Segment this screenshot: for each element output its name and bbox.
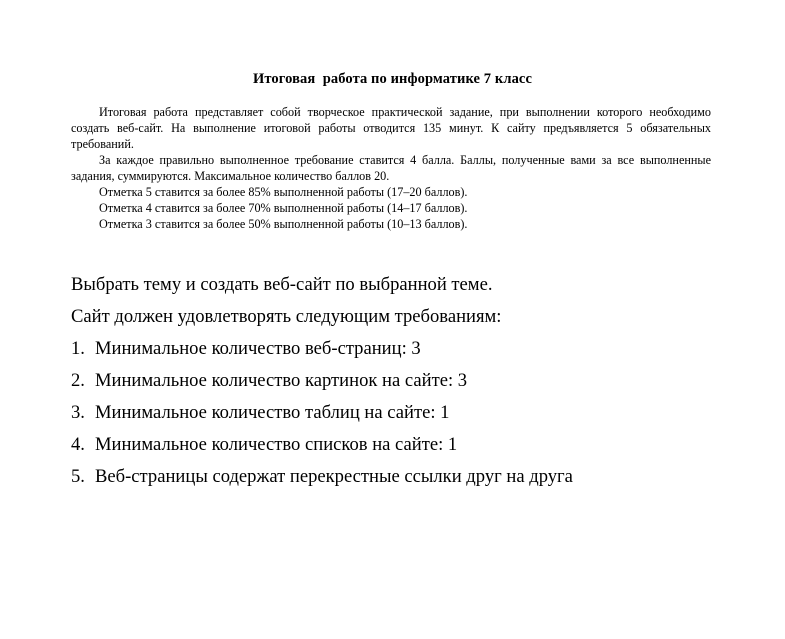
requirement-item: [71, 369, 751, 401]
requirement-item: [71, 401, 751, 433]
requirements-intro: Сайт должен удовлетворять следующим требованиям:: [71, 306, 502, 327]
intro-paragraph-scoring: За каждое правильно выполненное требование ставится 4 балла. Баллы, полученные вами за все выполненные задания, суммируются. Максимальное количество баллов 20.: [71, 153, 711, 183]
grade-line-3: Отметка 3 ставится за более 50% выполненной работы (10–13 баллов).: [99, 217, 468, 231]
requirement-text: Минимальное количество веб-страниц: 3: [95, 338, 421, 359]
document-title: Итоговая работа по информатике 7 класс: [253, 71, 532, 87]
task-instruction: Выбрать тему и создать веб-сайт по выбранной теме.: [71, 274, 493, 295]
requirement-number: 1.: [71, 338, 85, 359]
intro-paragraph-description: Итоговая работа представляет собой творческое практической задание, при выполнении которого необходимо создать веб-сайт. На выполнение итоговой работы отводится 135 минут. К сайту предъявляется 5 обязательных требований.: [71, 105, 711, 151]
grade-line-5: Отметка 5 ставится за более 85% выполненной работы (17–20 баллов).: [99, 185, 468, 199]
intro-section: [71, 104, 711, 232]
task-section: [71, 273, 751, 497]
requirement-text: Минимальное количество картинок на сайте: 3: [95, 370, 468, 391]
requirement-number: 4.: [71, 434, 85, 455]
grade-line-4: Отметка 4 ставится за более 70% выполненной работы (14–17 баллов).: [99, 201, 468, 215]
requirement-text: Минимальное количество списков на сайте: 1: [95, 434, 458, 455]
requirement-text: Минимальное количество таблиц на сайте: 1: [95, 402, 450, 423]
requirement-number: 5.: [71, 466, 85, 487]
requirement-number: 3.: [71, 402, 85, 423]
requirement-item: [71, 465, 751, 497]
requirement-item: [71, 337, 751, 369]
requirement-item: [71, 433, 751, 465]
requirement-text: Веб-страницы содержат перекрестные ссылки друг на друга: [95, 466, 573, 487]
requirement-number: 2.: [71, 370, 85, 391]
